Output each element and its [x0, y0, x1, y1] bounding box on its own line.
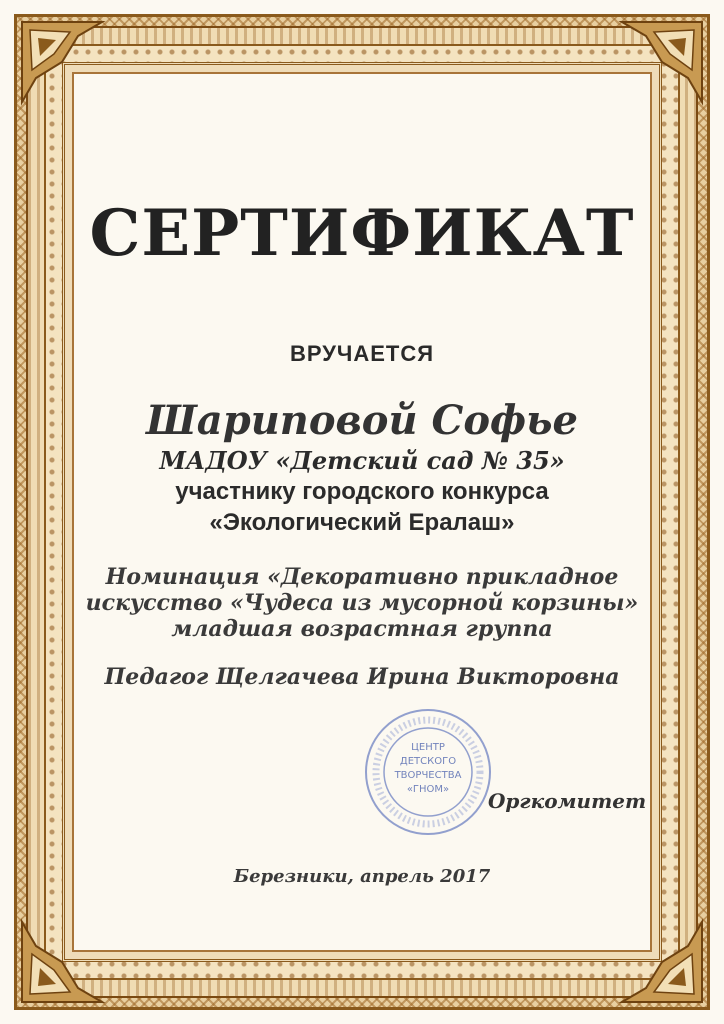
stamp-text: «ГНОМ» [406, 784, 450, 795]
corner-ornament-icon [18, 918, 106, 1006]
nomination-line: искусство «Чудеса из мусорной корзины» [85, 590, 639, 616]
certificate-title: СЕРТИФИКАТ [89, 196, 635, 271]
corner-ornament-icon [618, 918, 706, 1006]
awarded-label: ВРУЧАЕТСЯ [289, 341, 435, 366]
recipient-name: Шариповой Софье [146, 397, 578, 444]
nomination-line: младшая возрастная группа [171, 616, 553, 642]
nomination-line: Номинация «Декоративно прикладное [105, 564, 619, 590]
organization-stamp [362, 706, 494, 838]
stamp-text: ЦЕНТР [411, 742, 445, 753]
contest-name: «Экологический Ералаш» [209, 509, 515, 536]
organization-line: МАДОУ «Детский сад № 35» [159, 446, 565, 475]
corner-ornament-icon [618, 18, 706, 106]
teacher-line: Педагог Щелгачева Ирина Викторовна [104, 664, 620, 690]
participant-role-line: участнику городского конкурса [175, 478, 549, 505]
organizing-committee-label: Оргкомитет [488, 789, 647, 813]
stamp-text: ТВОРЧЕСТВА [394, 770, 462, 781]
stamp-text: ДЕТСКОГО [399, 756, 457, 767]
corner-ornament-icon [18, 18, 106, 106]
place-date: Березники, апрель 2017 [233, 866, 491, 887]
